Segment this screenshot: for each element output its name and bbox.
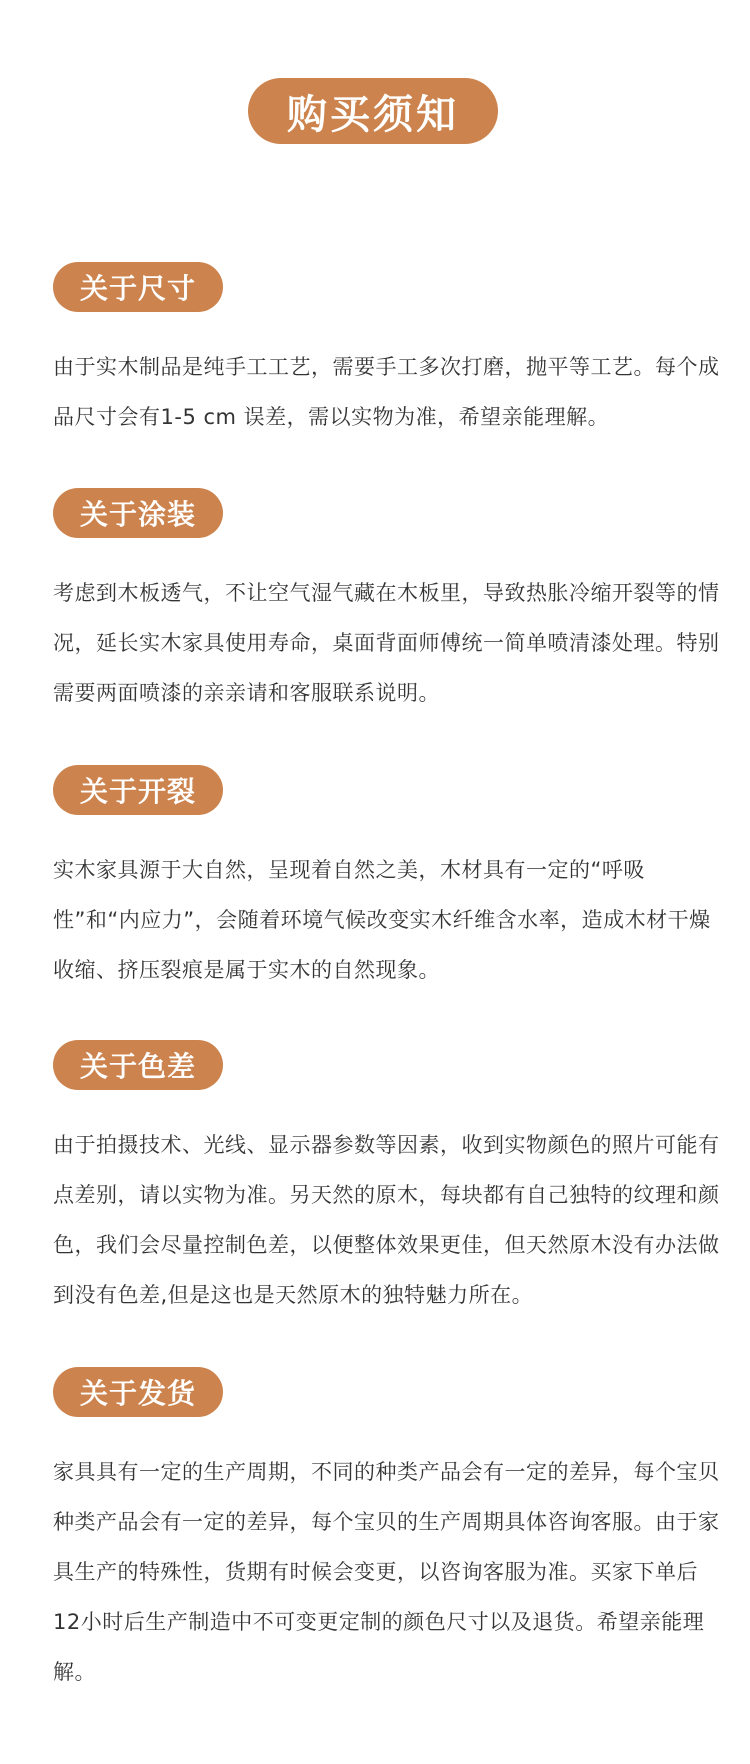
section-text-cracking: 实木家具源于大自然，呈现着自然之美，木材具有一定的“呼吸性”和“内应力”，会随着环境气候改变实木纤维含水率，造成木材干燥收缩、挤压裂痕是属于实木的自然现象。	[53, 858, 711, 982]
section-heading-coating: 关于涂装	[53, 488, 223, 538]
section-heading-size: 关于尺寸	[53, 262, 223, 312]
section-heading-shipping: 关于发货	[53, 1367, 223, 1417]
section-text-shipping: 家具具有一定的生产周期，不同的种类产品会有一定的差异，每个宝贝种类产品会有一定的差异，每个宝贝的生产周期具体咨询客服。由于家具生产的特殊性，货期有时候会变更，以咨询客服为准。买家下单后12小时后生产制造中不可变更定制的颜色尺寸以及退货。希望亲能理解。	[53, 1460, 720, 1684]
section-text-color-difference: 由于拍摄技术、光线、显示器参数等因素，收到实物颜色的照片可能有点差别，请以实物为准。另天然的原木，每块都有自己独特的纹理和颜色，我们会尽量控制色差，以便整体效果更佳，但天然原木没有办法做到没有色差,但是这也是天然原木的独特魅力所在。	[53, 1133, 720, 1307]
section-text-coating: 考虑到木板透气，不让空气湿气藏在木板里，导致热胀冷缩开裂等的情况，延长实木家具使用寿命，桌面背面师傅统一简单喷清漆处理。特别需要两面喷漆的亲亲请和客服联系说明。	[53, 581, 720, 705]
section-heading-color-difference: 关于色差	[53, 1040, 223, 1090]
section-heading-cracking: 关于开裂	[53, 765, 223, 815]
page-title: 购买须知	[248, 78, 498, 144]
section-text-size: 由于实木制品是纯手工工艺，需要手工多次打磨，抛平等工艺。每个成品尺寸会有1-5 cm 误差，需以实物为准，希望亲能理解。	[53, 355, 720, 429]
